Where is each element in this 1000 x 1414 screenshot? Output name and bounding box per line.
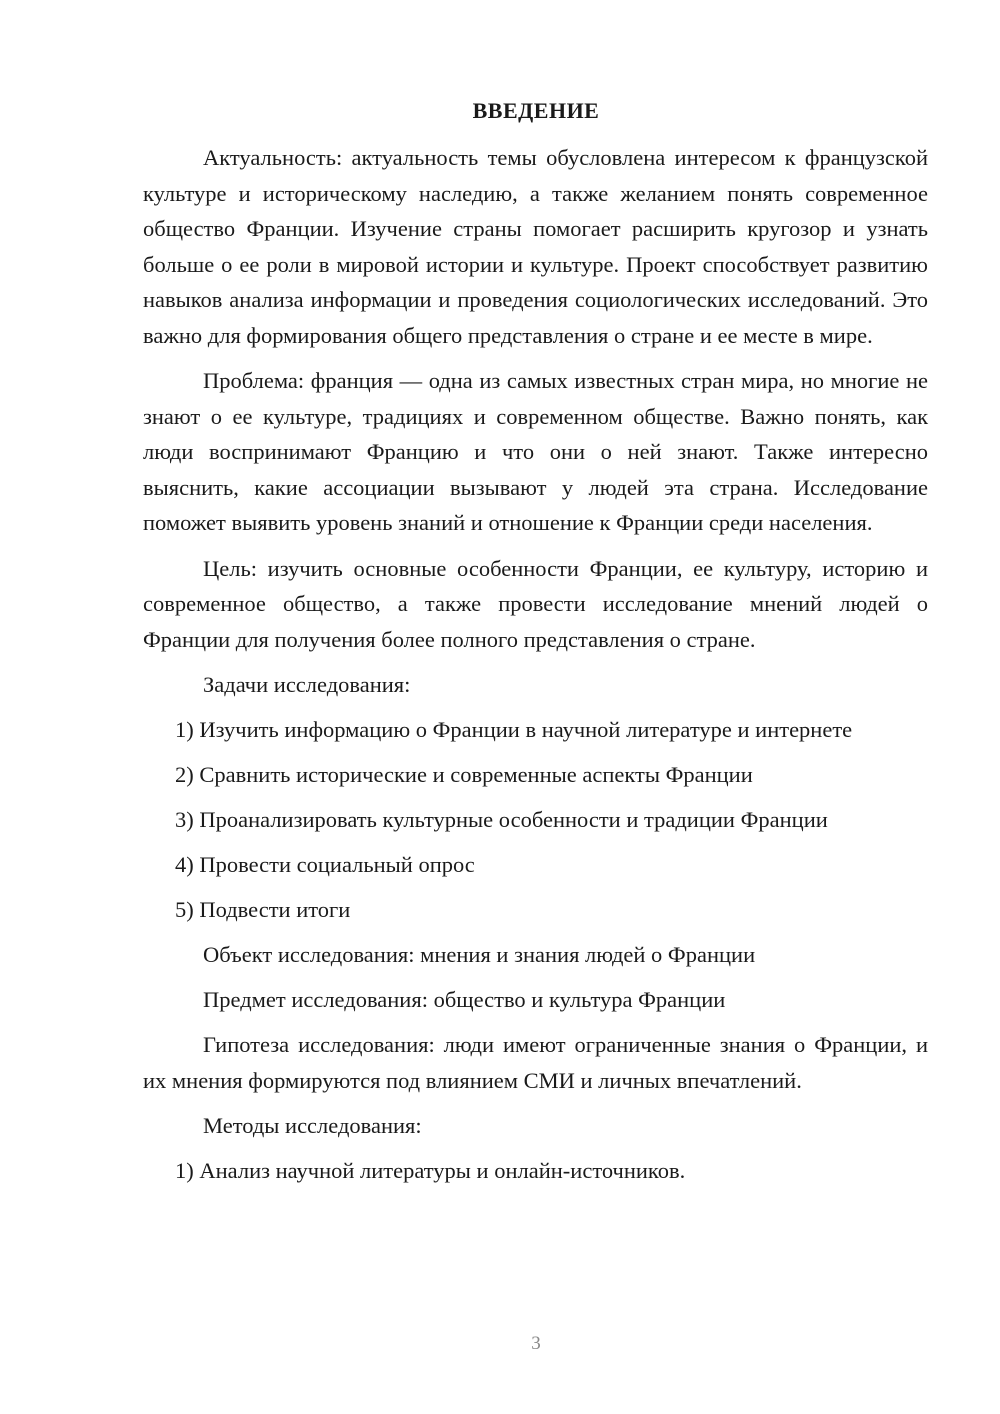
object-line: Объект исследования: мнения и знания людей о Франции: [203, 942, 756, 967]
relevance-paragraph: Актуальность: актуальность темы обусловлена интересом к французской культуре и историческому наследию, а также желанием понять современное общество Франции. Изучение страны помогает расширить кругозор и узнать больше о ее роли в мировой истории и культуре. Проект способствует развитию навыков анализа информации и проведения социологических исследований. Это важно для формирования общего представления о стране и ее месте в мире.: [143, 145, 928, 348]
list-item: 1) Анализ научной литературы и онлайн-источников.: [175, 1158, 686, 1183]
problem-paragraph: Проблема: франция — одна из самых известных стран мира, но многие не знают о ее культуре, традициях и современном обществе. Важно понять, как люди воспринимают Францию и что они о ней знают. Также интересно выяснить, какие ассоциации вызывают у людей эта страна. Исследование поможет выявить уровень знаний и отношение к Франции среди населения.: [143, 368, 928, 535]
goal-paragraph: Цель: изучить основные особенности Франции, ее культуру, историю и современное общество, а также провести исследование мнений людей о Франции для получения более полного представления о стране.: [143, 555, 928, 652]
list-item: 3) Проанализировать культурные особенности и традиции Франции: [175, 807, 828, 832]
page-body: [143, 140, 928, 1198]
tasks-list: [143, 712, 928, 928]
hypothesis-paragraph: Гипотеза исследования: люди имеют ограниченные знания о Франции, и их мнения формируются под влиянием СМИ и личных впечатлений.: [143, 1032, 928, 1093]
list-item: 2) Сравнить исторические и современные аспекты Франции: [175, 762, 753, 787]
list-item: 5) Подвести итоги: [175, 897, 351, 922]
list-item: 1) Изучить информацию о Франции в научной литературе и интернете: [175, 717, 853, 742]
methods-list: [143, 1153, 928, 1189]
page-number: 3: [531, 1333, 541, 1354]
list-item: 4) Провести социальный опрос: [175, 852, 475, 877]
page-title: ВВЕДЕНИЕ: [472, 98, 600, 123]
subject-line: Предмет исследования: общество и культура Франции: [203, 987, 726, 1012]
methods-heading: Методы исследования:: [203, 1113, 422, 1138]
tasks-heading: Задачи исследования:: [203, 672, 411, 697]
